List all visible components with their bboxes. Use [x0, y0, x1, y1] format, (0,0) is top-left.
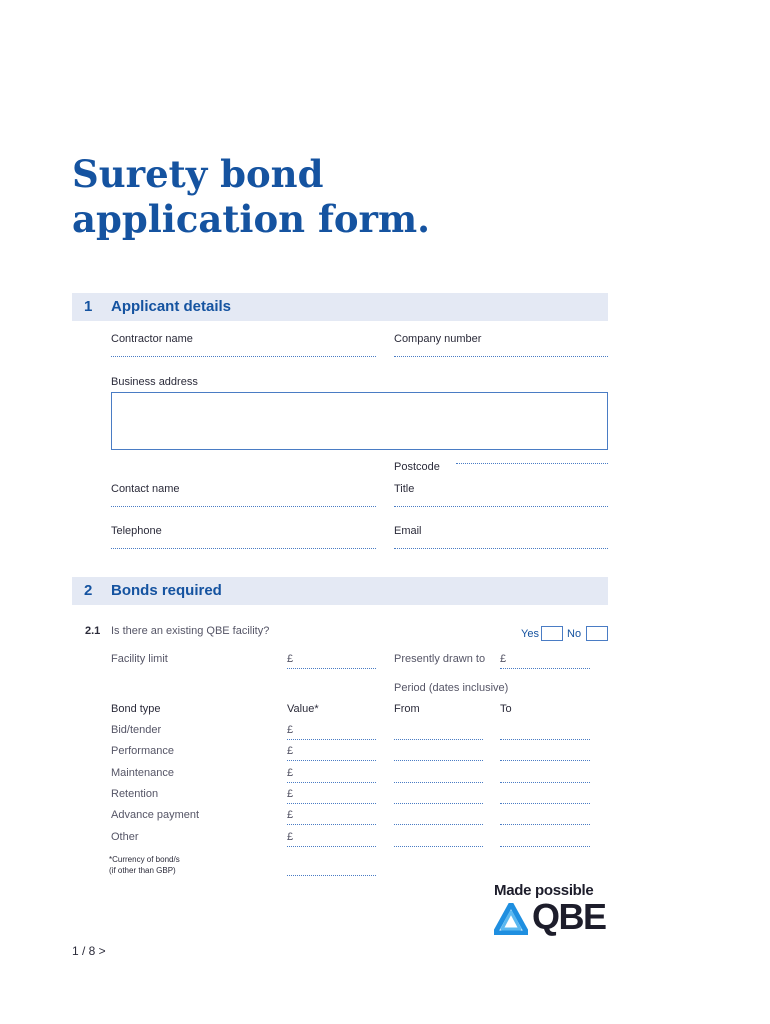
telephone-field[interactable]	[111, 548, 376, 549]
bond-type-label: Performance	[111, 745, 174, 757]
bond-from-field[interactable]	[394, 846, 483, 847]
footnote-line-1: *Currency of bond/s	[109, 855, 180, 864]
section-2-header	[72, 577, 608, 605]
section-1-header	[72, 293, 608, 321]
business-address-field[interactable]	[111, 392, 608, 450]
bond-from-field[interactable]	[394, 803, 483, 804]
bond-from-field[interactable]	[394, 782, 483, 783]
postcode-label: Postcode	[394, 461, 440, 473]
facility-limit-label: Facility limit	[111, 653, 168, 665]
email-field[interactable]	[394, 548, 608, 549]
question-2-1-text: Is there an existing QBE facility?	[111, 625, 270, 637]
bond-value-field[interactable]	[287, 739, 376, 740]
bond-to-field[interactable]	[500, 760, 590, 761]
no-checkbox[interactable]	[586, 626, 608, 641]
presently-drawn-field[interactable]	[500, 668, 590, 669]
section-1-heading: Applicant details	[111, 298, 232, 315]
currency-field[interactable]	[287, 875, 376, 876]
title-line-2: application form.	[72, 197, 431, 241]
facility-limit-currency: £	[287, 653, 294, 665]
yes-label: Yes	[521, 628, 539, 640]
business-address-label: Business address	[111, 376, 198, 388]
contact-name-label: Contact name	[111, 483, 180, 495]
logo-wordmark: QBE	[532, 896, 606, 937]
bond-to-field[interactable]	[500, 824, 590, 825]
bond-from-field[interactable]	[394, 760, 483, 761]
title-field[interactable]	[394, 506, 608, 507]
bond-value-field[interactable]	[287, 782, 376, 783]
section-2-heading: Bonds required	[111, 582, 222, 599]
value-column-header: Value*	[287, 703, 319, 715]
bond-type-label: Maintenance	[111, 767, 174, 779]
bond-value-currency: £	[287, 767, 294, 779]
bond-type-label: Advance payment	[111, 809, 200, 821]
telephone-label: Telephone	[111, 525, 162, 537]
contractor-name-label: Contractor name	[111, 333, 193, 345]
contact-name-field[interactable]	[111, 506, 376, 507]
company-number-field[interactable]	[394, 356, 608, 357]
bond-value-field[interactable]	[287, 760, 376, 761]
period-label: Period (dates inclusive)	[394, 682, 509, 694]
bond-type-label: Bid/tender	[111, 724, 162, 736]
facility-limit-field[interactable]	[287, 668, 376, 669]
from-column-header: From	[394, 703, 420, 715]
bond-to-field[interactable]	[500, 846, 590, 847]
postcode-field[interactable]	[456, 463, 608, 464]
no-label: No	[567, 628, 582, 640]
footnote-line-2: (if other than GBP)	[109, 866, 176, 875]
title-label: Title	[394, 483, 415, 495]
contractor-name-field[interactable]	[111, 356, 376, 357]
bond-value-field[interactable]	[287, 803, 376, 804]
presently-drawn-currency: £	[500, 653, 507, 665]
email-label: Email	[394, 525, 422, 537]
page-navigation[interactable]: 1 / 8 >	[72, 944, 106, 958]
bond-value-field[interactable]	[287, 846, 376, 847]
question-2-1-number: 2.1	[85, 625, 101, 637]
yes-checkbox[interactable]	[541, 626, 563, 641]
to-column-header: To	[500, 703, 512, 715]
bond-from-field[interactable]	[394, 739, 483, 740]
bond-from-field[interactable]	[394, 824, 483, 825]
section-1-number: 1	[84, 298, 93, 315]
presently-drawn-label: Presently drawn to	[394, 653, 486, 665]
company-number-label: Company number	[394, 333, 482, 345]
bond-value-currency: £	[287, 831, 294, 843]
bond-to-field[interactable]	[500, 739, 590, 740]
page-title	[72, 152, 430, 242]
bond-value-currency: £	[287, 809, 294, 821]
currency-footnote	[109, 854, 180, 876]
bond-type-label: Other	[111, 831, 139, 843]
bond-value-currency: £	[287, 788, 294, 800]
bond-value-currency: £	[287, 745, 294, 757]
qbe-logo-icon	[494, 903, 528, 935]
logo-tagline: Made possible	[494, 882, 594, 899]
title-line-1: Surety bond	[72, 152, 324, 196]
section-2-number: 2	[84, 582, 93, 599]
bond-value-field[interactable]	[287, 824, 376, 825]
bond-value-currency: £	[287, 724, 294, 736]
bond-type-label: Retention	[111, 788, 159, 800]
bond-to-field[interactable]	[500, 803, 590, 804]
bond-to-field[interactable]	[500, 782, 590, 783]
bond-type-column-header: Bond type	[111, 703, 161, 715]
